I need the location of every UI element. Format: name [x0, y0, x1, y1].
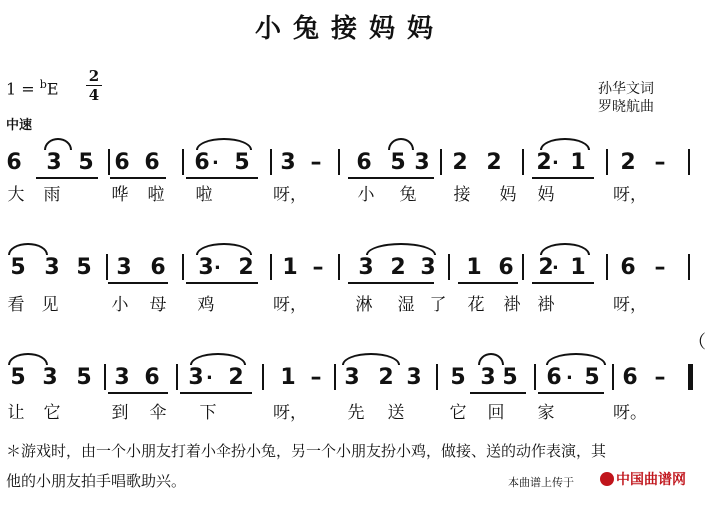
- time-signature: [86, 68, 102, 103]
- bar-line: [182, 254, 184, 280]
- meter-top: 2: [88, 67, 100, 85]
- bar-line: [448, 254, 450, 280]
- eighth-underline: [180, 392, 252, 394]
- note: 3: [116, 255, 132, 280]
- lyric-syllable: 小: [357, 185, 375, 205]
- note: 6: [194, 150, 210, 175]
- eighth-underline: [458, 282, 518, 284]
- footnote-line-2: 他的小朋友拍手唱歌助兴。: [6, 472, 187, 490]
- note: 5: [234, 150, 250, 175]
- bar-line: [334, 364, 336, 390]
- note: 2: [390, 255, 406, 280]
- note: 5: [76, 255, 92, 280]
- lyric-syllable: 母: [149, 295, 167, 315]
- lyric-syllable: 让: [7, 403, 25, 423]
- slur-mark: [478, 353, 504, 365]
- slur-mark: [540, 138, 590, 150]
- tempo-marking: 中速: [6, 118, 33, 133]
- lyric-syllable: 湿: [397, 295, 415, 315]
- note: 3: [198, 255, 214, 280]
- eighth-underline: [538, 392, 604, 394]
- note: 6: [356, 150, 372, 175]
- note: 5: [76, 365, 92, 390]
- lyric-syllable: 见: [41, 295, 59, 315]
- bar-line: [688, 149, 690, 175]
- composer-credit: 罗晓航曲: [598, 99, 654, 115]
- slur-mark: [546, 353, 606, 365]
- lyric-syllable: 鸡: [197, 295, 215, 315]
- note: 1: [466, 255, 482, 280]
- lyric-syllable: 回: [487, 403, 505, 423]
- note: 6: [622, 365, 638, 390]
- bar-line: [534, 364, 536, 390]
- hold-dash: –: [654, 150, 666, 175]
- slur-mark: [8, 353, 48, 365]
- bar-line: [262, 364, 264, 390]
- slur-mark: [196, 138, 252, 150]
- bar-line: [176, 364, 178, 390]
- eighth-underline: [470, 392, 526, 394]
- hold-dash: –: [654, 365, 666, 390]
- eighth-underline: [348, 177, 434, 179]
- key-note: E: [46, 79, 59, 99]
- slur-mark: [190, 353, 246, 365]
- bar-line: [338, 149, 340, 175]
- eighth-underline: [532, 177, 594, 179]
- lyric-syllable: 啦: [147, 185, 165, 205]
- note: 2: [378, 365, 394, 390]
- eighth-underline: [110, 177, 166, 179]
- footnote-line-1: ＊游戏时，由一个小朋友打着小伞扮小兔，另一个小朋友扮小鸡，做接、送的动作表演，其: [6, 442, 607, 460]
- note: 3: [480, 365, 496, 390]
- globe-icon: [600, 472, 614, 486]
- key-prefix: 1 =: [6, 79, 40, 99]
- note: 5: [10, 365, 26, 390]
- lyric-syllable: 呀，: [273, 295, 307, 315]
- final-barline: [688, 364, 693, 390]
- lyric-syllable: 啦: [195, 185, 213, 205]
- lyric-syllable: 家: [537, 403, 555, 423]
- note: 3: [344, 365, 360, 390]
- lyricist-credit: 孙华文词: [598, 81, 654, 97]
- note: 2: [536, 150, 552, 175]
- slur-mark: [388, 138, 414, 150]
- slur-mark: [8, 243, 48, 255]
- note: 2: [452, 150, 468, 175]
- lyric-syllable: 小: [111, 295, 129, 315]
- bar-line: [108, 149, 110, 175]
- logo-text: 中国曲谱网: [616, 472, 686, 488]
- bar-line: [436, 364, 438, 390]
- note: 1: [280, 365, 296, 390]
- lyric-syllable: 呀，: [273, 403, 307, 423]
- lyric-syllable: 下: [199, 403, 217, 423]
- note: 6: [144, 150, 160, 175]
- hold-dash: –: [312, 255, 324, 280]
- hold-dash: –: [310, 365, 322, 390]
- lyric-syllable: 先: [347, 403, 365, 423]
- note: 3: [46, 150, 62, 175]
- slur-mark: [342, 353, 400, 365]
- note: 3: [420, 255, 436, 280]
- note: 5: [502, 365, 518, 390]
- eighth-underline: [108, 282, 168, 284]
- site-logo: [600, 469, 686, 489]
- eighth-underline: [348, 282, 434, 284]
- note: 2: [486, 150, 502, 175]
- note: 3: [358, 255, 374, 280]
- lyric-syllable: 接: [453, 185, 471, 205]
- augmentation-dot: .: [566, 363, 573, 384]
- augmentation-dot: .: [552, 253, 559, 274]
- note: 1: [282, 255, 298, 280]
- bar-line: [440, 149, 442, 175]
- lyric-syllable: 它: [449, 403, 467, 423]
- note: 3: [114, 365, 130, 390]
- note: 2: [228, 365, 244, 390]
- note: 5: [10, 255, 26, 280]
- page-title: 小兔接妈妈: [254, 14, 445, 44]
- lyric-syllable: 它: [43, 403, 61, 423]
- note: 6: [620, 255, 636, 280]
- eighth-underline: [186, 177, 258, 179]
- bar-line: [270, 254, 272, 280]
- augmentation-dot: .: [212, 148, 219, 169]
- bar-line: [606, 254, 608, 280]
- bar-line: [182, 149, 184, 175]
- note: 6: [498, 255, 514, 280]
- note: 5: [450, 365, 466, 390]
- lyric-syllable: 妈: [499, 185, 517, 205]
- meter-bottom: 4: [88, 86, 100, 104]
- note: 1: [570, 255, 586, 280]
- lyric-syllable: 呀，: [613, 185, 647, 205]
- lyric-syllable: 花: [467, 295, 485, 315]
- note: 5: [390, 150, 406, 175]
- eighth-underline: [36, 177, 98, 179]
- lyric-syllable: 到: [111, 403, 129, 423]
- note: 3: [280, 150, 296, 175]
- augmentation-dot: .: [552, 148, 559, 169]
- key-signature: [6, 78, 59, 98]
- bar-line: [106, 254, 108, 280]
- lyric-syllable: 褂: [537, 295, 555, 315]
- note: 6: [546, 365, 562, 390]
- note: 2: [238, 255, 254, 280]
- augmentation-dot: .: [214, 253, 221, 274]
- lyric-syllable: 淋: [355, 295, 373, 315]
- note: 3: [414, 150, 430, 175]
- bar-line: [612, 364, 614, 390]
- note: 6: [114, 150, 130, 175]
- lyric-syllable: 呀，: [613, 295, 647, 315]
- eighth-underline: [532, 282, 594, 284]
- hold-dash: –: [310, 150, 322, 175]
- note: 3: [42, 365, 58, 390]
- slur-mark: [196, 243, 252, 255]
- lyric-syllable: 兔: [399, 185, 417, 205]
- slur-mark: [44, 138, 72, 150]
- note: 6: [6, 150, 22, 175]
- lyric-syllable: 呀，: [273, 185, 307, 205]
- slur-mark: [366, 243, 436, 255]
- bar-line: [688, 254, 690, 280]
- note: 3: [44, 255, 60, 280]
- lyric-syllable: 哗: [111, 185, 129, 205]
- note: 3: [188, 365, 204, 390]
- bar-line: [606, 149, 608, 175]
- lyric-syllable: 看: [7, 295, 25, 315]
- augmentation-dot: .: [206, 363, 213, 384]
- lyric-syllable: 妈: [537, 185, 555, 205]
- note: 5: [78, 150, 94, 175]
- note: 5: [584, 365, 600, 390]
- slur-mark: [540, 243, 590, 255]
- note: 2: [620, 150, 636, 175]
- lyric-syllable: 大: [7, 185, 25, 205]
- hold-dash: –: [654, 255, 666, 280]
- bar-line: [522, 254, 524, 280]
- note: 6: [150, 255, 166, 280]
- lyric-syllable: 呀。: [613, 403, 647, 423]
- lyric-syllable: 伞: [149, 403, 167, 423]
- lyric-syllable: 雨: [43, 185, 61, 205]
- bar-line: [338, 254, 340, 280]
- eighth-underline: [186, 282, 258, 284]
- flat-sign: b: [39, 78, 47, 91]
- eighth-underline: [108, 392, 168, 394]
- note: 6: [144, 365, 160, 390]
- paren-mark: （: [688, 332, 706, 353]
- lyric-syllable: 了: [429, 295, 447, 315]
- upload-note: 本曲谱上传于: [508, 476, 574, 489]
- bar-line: [104, 364, 106, 390]
- note: 2: [538, 255, 554, 280]
- lyric-syllable: 褂: [503, 295, 521, 315]
- bar-line: [270, 149, 272, 175]
- note: 3: [406, 365, 422, 390]
- lyric-syllable: 送: [387, 403, 405, 423]
- bar-line: [522, 149, 524, 175]
- note: 1: [570, 150, 586, 175]
